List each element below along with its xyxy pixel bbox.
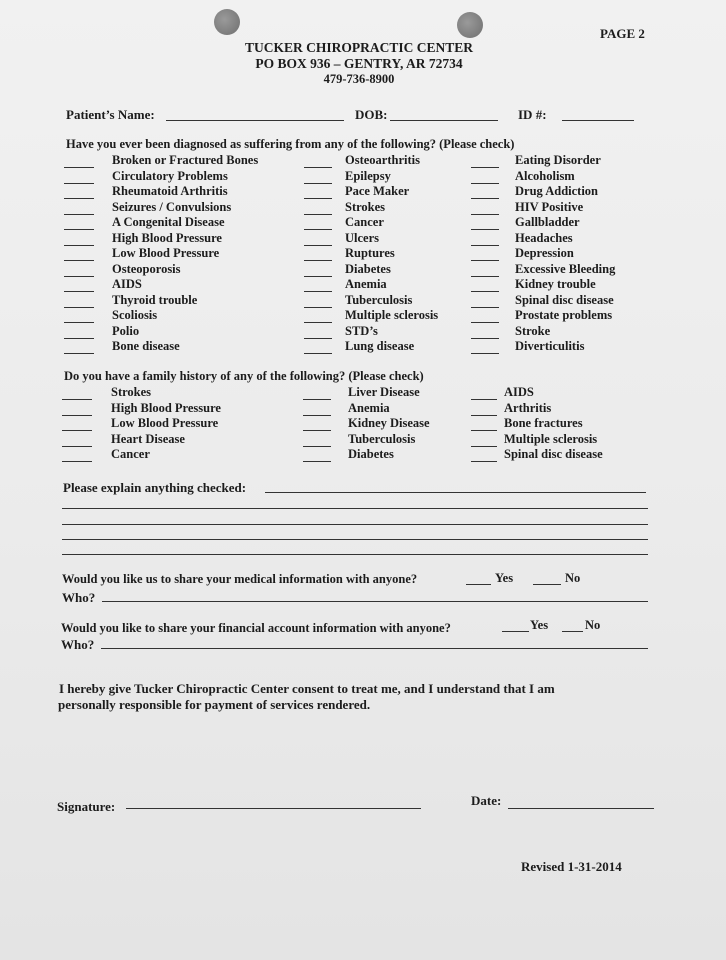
diagnosed-condition-label: Headaches	[515, 230, 573, 245]
diagnosed-checkbox[interactable]	[64, 307, 94, 308]
diagnosed-condition-label: Diverticulitis	[515, 339, 585, 353]
family-condition-label: Strokes	[111, 385, 152, 399]
date-field[interactable]	[508, 808, 654, 809]
diagnosed-checkbox[interactable]	[64, 322, 94, 323]
explain-line[interactable]	[62, 524, 648, 525]
diagnosed-checkbox[interactable]	[304, 307, 332, 308]
diagnosed-condition-label: Gallbladder	[515, 215, 580, 229]
family-checkbox[interactable]	[471, 446, 497, 447]
diagnosed-checkbox[interactable]	[304, 353, 332, 354]
diagnosed-condition-label: Stroke	[515, 323, 551, 338]
family-checkbox[interactable]	[62, 415, 92, 416]
family-condition-label: Cancer	[111, 447, 150, 461]
diagnosed-condition-label: HIV Positive	[515, 199, 584, 214]
family-condition-label: Low Blood Pressure	[111, 416, 219, 430]
clinic-address: PO BOX 936 – GENTRY, AR 72734	[255, 56, 463, 71]
id-label: ID #:	[518, 107, 547, 122]
family-checkbox[interactable]	[471, 430, 497, 431]
diagnosed-condition-label: Epilepsy	[345, 168, 391, 183]
family-condition-label: AIDS	[504, 385, 534, 399]
consent-line-2: personally responsible for payment of services rendered.	[58, 697, 371, 712]
diagnosed-condition-label: Kidney trouble	[515, 277, 596, 291]
family-checkbox[interactable]	[303, 461, 331, 462]
diagnosed-condition-label: Depression	[515, 246, 574, 260]
diagnosed-condition-label: Alcoholism	[515, 168, 575, 183]
dob-field[interactable]	[390, 120, 498, 121]
share-medical-who-field[interactable]	[102, 601, 648, 602]
family-condition-label: Anemia	[348, 400, 390, 415]
diagnosed-checkbox[interactable]	[304, 198, 332, 199]
punch-hole	[457, 12, 483, 38]
diagnosed-condition-label: Seizures / Convulsions	[112, 199, 232, 214]
family-checkbox[interactable]	[471, 461, 497, 462]
diagnosed-checkbox[interactable]	[471, 322, 499, 323]
share-medical-yes-checkbox[interactable]	[466, 584, 491, 585]
clinic-name: TUCKER CHIROPRACTIC CENTER	[244, 40, 474, 55]
share-financial-yes-checkbox[interactable]	[502, 631, 529, 632]
diagnosed-checkbox[interactable]	[64, 260, 94, 261]
diagnosed-question: Have you ever been diagnosed as suffering from any of the following? (Please check)	[66, 137, 515, 151]
signature-field[interactable]	[126, 808, 421, 809]
diagnosed-checkbox[interactable]	[304, 245, 332, 246]
diagnosed-checkbox[interactable]	[471, 229, 499, 230]
diagnosed-checkbox[interactable]	[64, 353, 94, 354]
family-condition-label: Arthritis	[504, 400, 552, 415]
diagnosed-condition-label: Circulatory Problems	[112, 168, 228, 183]
diagnosed-condition-label: Lung disease	[345, 339, 415, 353]
diagnosed-checkbox[interactable]	[471, 276, 499, 277]
diagnosed-checkbox[interactable]	[304, 322, 332, 323]
diagnosed-condition-label: Scoliosis	[112, 308, 158, 322]
family-checkbox[interactable]	[62, 430, 92, 431]
family-condition-label: Bone fractures	[504, 416, 583, 430]
revised-date: Revised 1-31-2014	[521, 859, 622, 874]
diagnosed-condition-label: Cancer	[345, 215, 384, 229]
diagnosed-checkbox[interactable]	[304, 276, 332, 277]
diagnosed-checkbox[interactable]	[64, 229, 94, 230]
share-financial-yes-label: Yes	[530, 618, 549, 632]
diagnosed-checkbox[interactable]	[304, 260, 332, 261]
share-medical-who-label: Who?	[62, 590, 96, 605]
family-checkbox[interactable]	[303, 415, 331, 416]
family-checkbox[interactable]	[62, 461, 92, 462]
diagnosed-checkbox[interactable]	[64, 167, 94, 168]
share-medical-no-checkbox[interactable]	[533, 584, 561, 585]
diagnosed-checkbox[interactable]	[304, 338, 332, 339]
share-medical-question: Would you like us to share your medical information with anyone?	[62, 572, 418, 586]
diagnosed-condition-label: Drug Addiction	[515, 184, 599, 198]
id-field[interactable]	[562, 120, 634, 121]
family-condition-label: Multiple sclerosis	[504, 431, 598, 446]
family-question: Do you have a family history of any of the following? (Please check)	[64, 369, 424, 383]
diagnosed-condition-label: AIDS	[112, 277, 142, 291]
diagnosed-checkbox[interactable]	[471, 167, 499, 168]
family-checkbox[interactable]	[471, 415, 497, 416]
diagnosed-condition-label: Osteoporosis	[112, 261, 181, 276]
patient-name-label: Patient’s Name:	[66, 107, 155, 122]
diagnosed-condition-label: Ruptures	[345, 246, 395, 260]
diagnosed-checkbox[interactable]	[471, 291, 499, 292]
diagnosed-condition-label: Diabetes	[345, 261, 391, 276]
diagnosed-condition-label: Multiple sclerosis	[345, 308, 439, 322]
diagnosed-checkbox[interactable]	[304, 229, 332, 230]
diagnosed-checkbox[interactable]	[64, 276, 94, 277]
explain-line[interactable]	[62, 539, 648, 540]
diagnosed-condition-label: Anemia	[345, 277, 387, 291]
diagnosed-checkbox[interactable]	[471, 338, 499, 339]
diagnosed-checkbox[interactable]	[471, 214, 499, 215]
family-condition-label: Liver Disease	[348, 385, 420, 399]
diagnosed-condition-label: Low Blood Pressure	[112, 246, 220, 260]
diagnosed-condition-label: Strokes	[345, 199, 386, 214]
diagnosed-condition-label: Tuberculosis	[345, 292, 413, 307]
diagnosed-checkbox[interactable]	[64, 338, 94, 339]
diagnosed-condition-label: Polio	[112, 323, 140, 338]
diagnosed-checkbox[interactable]	[64, 214, 94, 215]
diagnosed-checkbox[interactable]	[304, 214, 332, 215]
diagnosed-condition-label: Spinal disc disease	[515, 292, 614, 307]
diagnosed-checkbox[interactable]	[304, 291, 332, 292]
family-condition-label: Spinal disc disease	[504, 447, 603, 461]
diagnosed-checkbox[interactable]	[304, 183, 332, 184]
explain-line[interactable]	[62, 554, 648, 555]
diagnosed-checkbox[interactable]	[471, 245, 499, 246]
share-medical-yes-label: Yes	[495, 571, 514, 585]
diagnosed-condition-label: Bone disease	[112, 339, 180, 353]
diagnosed-condition-label: Prostate problems	[515, 308, 613, 322]
diagnosed-condition-label: Pace Maker	[345, 184, 410, 198]
share-financial-who-field[interactable]	[101, 648, 648, 649]
diagnosed-checkbox[interactable]	[64, 183, 94, 184]
diagnosed-checkbox[interactable]	[64, 198, 94, 199]
family-condition-label: High Blood Pressure	[111, 400, 221, 415]
family-checkbox[interactable]	[303, 399, 331, 400]
share-medical-no-label: No	[565, 571, 581, 585]
share-financial-no-checkbox[interactable]	[562, 631, 583, 632]
diagnosed-condition-label: High Blood Pressure	[112, 230, 222, 245]
share-financial-question: Would you like to share your financial account information with anyone?	[61, 621, 451, 635]
punch-hole	[214, 9, 240, 35]
diagnosed-condition-label: Ulcers	[345, 230, 380, 245]
dob-label: DOB:	[355, 107, 388, 122]
patient-name-field[interactable]	[166, 120, 344, 121]
diagnosed-condition-label: Osteoarthritis	[345, 153, 420, 167]
diagnosed-condition-label: Broken or Fractured Bones	[112, 153, 259, 167]
diagnosed-checkbox[interactable]	[64, 291, 94, 292]
family-checkbox[interactable]	[471, 399, 497, 400]
family-condition-label: Diabetes	[348, 447, 394, 461]
page-label: PAGE 2	[600, 26, 645, 41]
diagnosed-checkbox[interactable]	[471, 353, 499, 354]
diagnosed-condition-label: Thyroid trouble	[112, 292, 198, 307]
diagnosed-checkbox[interactable]	[471, 198, 499, 199]
diagnosed-condition-label: Rheumatoid Arthritis	[112, 184, 228, 198]
signature-label: Signature:	[57, 799, 116, 814]
family-checkbox[interactable]	[62, 446, 92, 447]
consent-line-1: I hereby give Tucker Chiropractic Center consent to treat me, and I understand that I am	[59, 681, 555, 696]
diagnosed-condition-label: Eating Disorder	[515, 153, 601, 167]
diagnosed-checkbox[interactable]	[64, 245, 94, 246]
explain-line[interactable]	[265, 492, 646, 493]
diagnosed-checkbox[interactable]	[304, 167, 332, 168]
diagnosed-condition-label: Excessive Bleeding	[515, 261, 616, 276]
diagnosed-checkbox[interactable]	[471, 307, 499, 308]
family-condition-label: Tuberculosis	[348, 431, 416, 446]
diagnosed-condition-label: A Congenital Disease	[112, 215, 225, 229]
clinic-phone: 479-736-8900	[323, 72, 395, 86]
share-financial-who-label: Who?	[61, 637, 95, 652]
family-condition-label: Kidney Disease	[348, 416, 430, 430]
date-label: Date:	[471, 793, 502, 808]
diagnosed-condition-label: STD’s	[345, 323, 378, 338]
family-checkbox[interactable]	[303, 430, 331, 431]
diagnosed-checkbox[interactable]	[471, 260, 499, 261]
family-checkbox[interactable]	[303, 446, 331, 447]
family-condition-label: Heart Disease	[111, 431, 185, 446]
family-checkbox[interactable]	[62, 399, 92, 400]
explain-line[interactable]	[62, 508, 648, 509]
share-financial-no-label: No	[585, 618, 601, 632]
explain-label: Please explain anything checked:	[63, 480, 247, 495]
diagnosed-checkbox[interactable]	[471, 183, 499, 184]
